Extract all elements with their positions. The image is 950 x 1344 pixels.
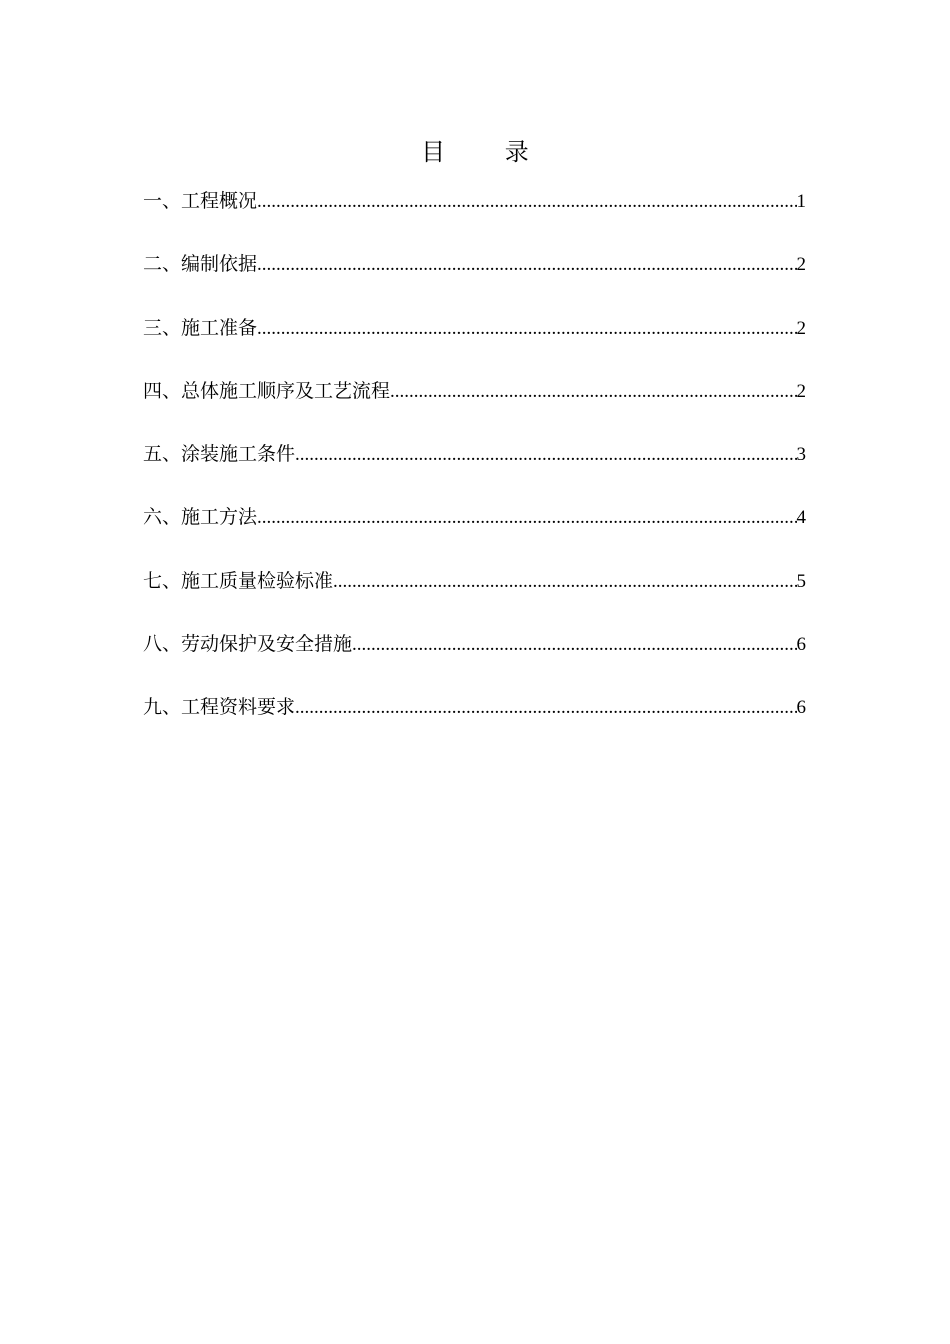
toc-dot-leader <box>295 689 796 727</box>
toc-dot-leader <box>257 310 796 348</box>
toc-entry-label: 七、施工质量检验标准 <box>143 569 334 592</box>
toc-dot-leader <box>257 499 796 537</box>
toc-title: 目 录 <box>421 138 555 166</box>
toc-entry-label: 二、编制依据 <box>143 253 258 276</box>
toc-entry[interactable] <box>143 688 806 751</box>
toc-entry-label: 四、总体施工顺序及工艺流程 <box>143 379 391 402</box>
toc-dot-leader <box>390 373 796 411</box>
toc-page-number: 6 <box>796 697 806 719</box>
toc-page-number: 2 <box>796 254 806 276</box>
toc-entry-label: 八、劳动保护及安全措施 <box>143 633 353 656</box>
toc-entry[interactable] <box>143 182 806 245</box>
toc-dot-leader <box>295 436 796 474</box>
table-of-contents <box>143 182 806 752</box>
toc-dot-leader <box>333 563 796 601</box>
toc-page-number: 1 <box>796 191 806 212</box>
toc-entry[interactable] <box>143 245 806 308</box>
toc-entry[interactable] <box>143 372 806 435</box>
toc-entry[interactable] <box>143 498 806 561</box>
toc-dot-leader <box>257 183 796 221</box>
toc-entry[interactable] <box>143 435 806 498</box>
toc-page-number: 2 <box>796 317 806 339</box>
toc-page-number: 4 <box>796 507 806 529</box>
toc-entry[interactable] <box>143 562 806 625</box>
toc-entry[interactable] <box>143 309 806 372</box>
toc-entry[interactable] <box>143 625 806 688</box>
toc-entry-label: 九、工程资料要求 <box>143 696 296 719</box>
toc-dot-leader <box>257 246 796 284</box>
toc-entry-label: 三、施工准备 <box>143 316 258 339</box>
toc-page-number: 5 <box>796 570 806 592</box>
toc-page-number: 6 <box>796 634 806 656</box>
toc-entry-label: 六、施工方法 <box>143 506 258 529</box>
toc-entry-label: 五、涂装施工条件 <box>143 443 296 466</box>
toc-dot-leader <box>352 626 796 664</box>
toc-page-number: 3 <box>796 444 806 466</box>
toc-entry-label: 一、工程概况 <box>143 190 258 212</box>
toc-page-number: 2 <box>796 380 806 402</box>
